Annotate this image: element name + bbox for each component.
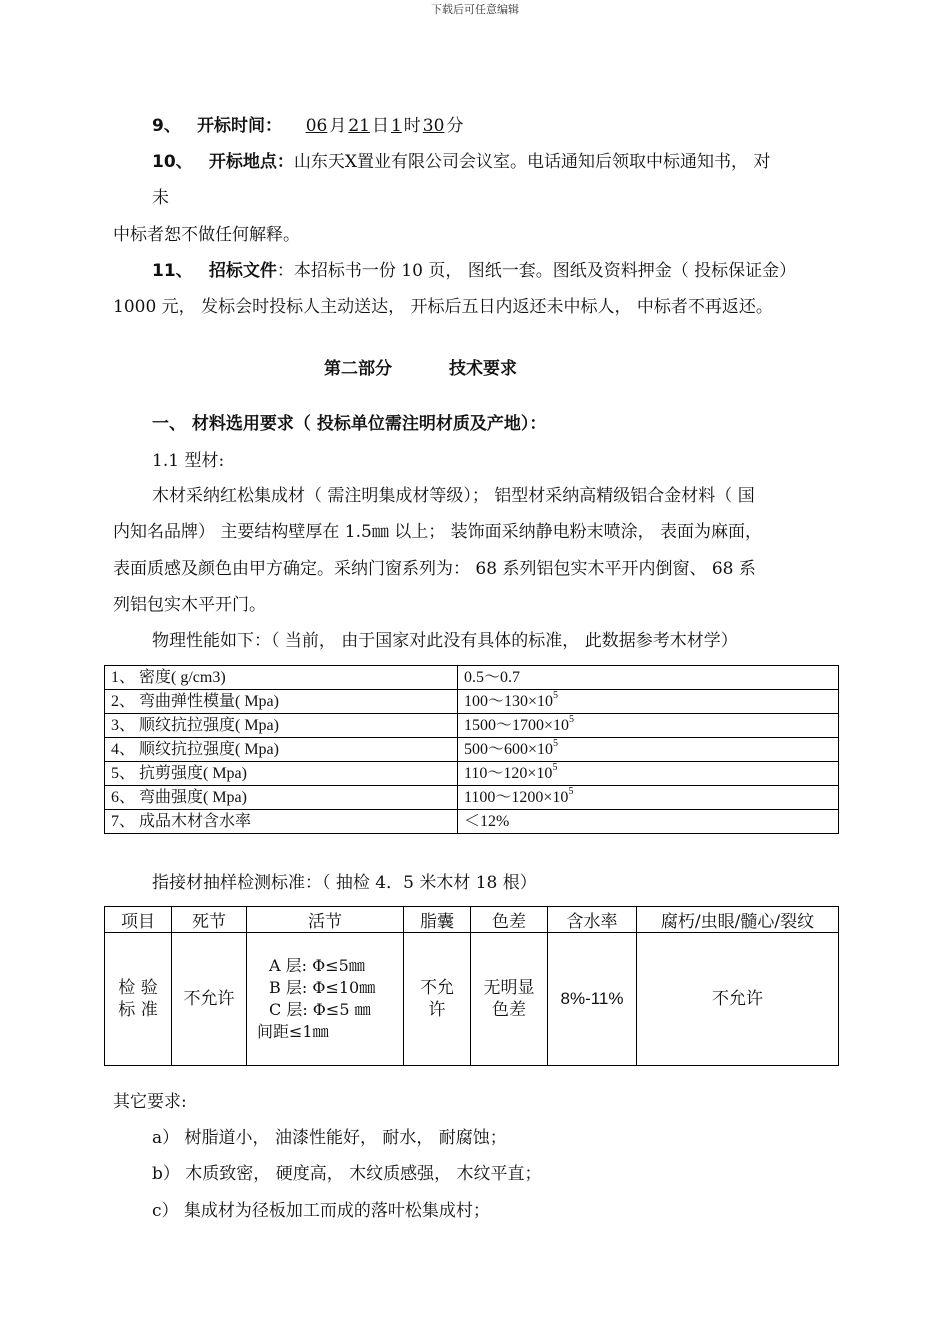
item-10-number: 10、 bbox=[152, 152, 193, 172]
prop-value: $1100\sim 1200\times 10^5$ bbox=[458, 786, 839, 810]
hour-unit: 时 bbox=[403, 116, 421, 136]
item-cell: 检 验 标 准 bbox=[105, 933, 172, 1066]
col-header: 含水率 bbox=[548, 907, 637, 933]
prop-name: 6、 弯曲强度( Mpa) bbox=[105, 786, 458, 810]
dead-knot-cell: 不允许 bbox=[172, 933, 247, 1066]
live-knot-cell: A 层: Φ≤5㎜ B 层: Φ≤10㎜ C 层: Φ≤5 ㎜ 间距≤1㎜ bbox=[247, 933, 404, 1066]
part-title: 技术要求 bbox=[449, 359, 517, 379]
list-item: a） 树脂道小， 油漆性能好， 耐水， 耐腐蚀； bbox=[152, 1128, 507, 1148]
table-row bbox=[105, 786, 839, 810]
table-row bbox=[105, 738, 839, 762]
prop-value: ＜12% bbox=[458, 810, 839, 834]
item-9-label: 开标时间： bbox=[197, 116, 283, 136]
prop-name: 3、 顺纹抗拉强度( Mpa) bbox=[105, 714, 458, 738]
color-diff-cell: 无明显 色差 bbox=[471, 933, 548, 1066]
para-line-1: 木材采纳红松集成材（ 需注明集成材等级）； 铝型材采纳高精级铝合金材料（ 国 bbox=[152, 486, 755, 506]
subsection-profile: 1.1 型材: bbox=[152, 451, 225, 471]
col-header: 腐朽/虫眼/髓心/裂纹 bbox=[637, 907, 839, 933]
prop-value: $1500\sim 1700\times 10^5$ bbox=[458, 714, 839, 738]
item-9-number: 9、 bbox=[152, 116, 181, 136]
item-11-number: 11、 bbox=[152, 261, 193, 281]
props-intro: 物理性能如下：（ 当前， 由于国家对此没有具体的标准， 此数据参考木材学） bbox=[152, 631, 738, 651]
item-9 bbox=[152, 115, 463, 137]
prop-value: $100\sim 130\times 10^5$ bbox=[458, 690, 839, 714]
prop-value: 0.5～0.7 bbox=[458, 666, 839, 690]
table-row bbox=[105, 762, 839, 786]
other-heading: 其它要求: bbox=[113, 1092, 187, 1112]
moisture-cell: 8%-11% bbox=[548, 933, 637, 1066]
col-header: 脂囊 bbox=[404, 907, 471, 933]
list-item: b） 木质致密， 硬度高， 木纹质感强， 木纹平直； bbox=[152, 1164, 542, 1184]
minute-unit: 分 bbox=[446, 116, 464, 136]
resin-cell: 不允 许 bbox=[404, 933, 471, 1066]
item-10-cont: 未 bbox=[152, 188, 169, 208]
item-11-cont: 1000 元， 发标会时投标人主动送达， 开标后五日内返还未中标人， 中标者不再返还。 bbox=[113, 297, 773, 317]
open-hour: 1 bbox=[390, 116, 402, 136]
inspection-intro: 指接材抽样检测标准：（ 抽检 4．5 米木材 18 根） bbox=[152, 873, 537, 893]
table-row bbox=[105, 714, 839, 738]
prop-name: 4、 顺纹抗拉强度( Mpa) bbox=[105, 738, 458, 762]
item-10-cont2: 中标者恕不做任何解释。 bbox=[113, 225, 300, 245]
page-header: 下载后可任意编辑 bbox=[431, 3, 519, 16]
item-10-label: 开标地点： bbox=[208, 152, 294, 172]
para-line-3: 表面质感及颜色由甲方确定。采纳门窗系列为： 68 系列铝包实木平开内倒窗、 68 系 bbox=[113, 559, 756, 579]
col-header: 死节 bbox=[172, 907, 247, 933]
inspection-table bbox=[104, 906, 839, 1066]
prop-name: 7、 成品木材含水率 bbox=[105, 810, 458, 834]
prop-name: 1、 密度( g/cm3) bbox=[105, 666, 458, 690]
table-row bbox=[105, 666, 839, 690]
list-item: c） 集成材为径板加工而成的落叶松集成村； bbox=[152, 1201, 490, 1221]
item-11 bbox=[152, 260, 796, 282]
open-day: 21 bbox=[348, 116, 370, 136]
item-11-label: 招标文件 bbox=[208, 261, 277, 281]
table-row bbox=[105, 810, 839, 834]
prop-value: $110\sim 120\times 10^5$ bbox=[458, 762, 839, 786]
decay-cell: 不允许 bbox=[637, 933, 839, 1066]
prop-name: 2、 弯曲弹性模量( Mpa) bbox=[105, 690, 458, 714]
open-minute: 30 bbox=[422, 116, 445, 136]
prop-value: $500\sim 600\times 10^5$ bbox=[458, 738, 839, 762]
section-heading: 一、 材料选用要求（ 投标单位需注明材质及产地）： bbox=[152, 414, 547, 434]
col-header: 活节 bbox=[247, 907, 404, 933]
table-header-row bbox=[105, 907, 839, 933]
table-row bbox=[105, 690, 839, 714]
item-10-text: 山东天Ⅹ置业有限公司会议室。电话通知后领取中标通知书， 对 bbox=[293, 152, 771, 172]
prop-name: 5、 抗剪强度( Mpa) bbox=[105, 762, 458, 786]
item-11-text: ：本招标书一份 10 页， 图纸一套。图纸及资料押金（ 投标保证金） bbox=[276, 261, 797, 281]
open-month: 06 bbox=[305, 116, 328, 136]
month-unit: 月 bbox=[329, 116, 347, 136]
properties-table bbox=[104, 665, 839, 834]
table-row bbox=[105, 933, 839, 1066]
col-header: 项目 bbox=[105, 907, 172, 933]
para-line-2: 内知名品牌） 主要结构壁厚在 1.5㎜ 以上； 装饰面采纳静电粉末喷涂， 表面为麻面， bbox=[113, 522, 763, 542]
para-line-4: 列铝包实木平开门。 bbox=[113, 595, 266, 615]
part-number: 第二部分 bbox=[324, 359, 392, 379]
col-header: 色差 bbox=[471, 907, 548, 933]
item-10 bbox=[152, 151, 770, 173]
day-unit: 日 bbox=[371, 116, 389, 136]
